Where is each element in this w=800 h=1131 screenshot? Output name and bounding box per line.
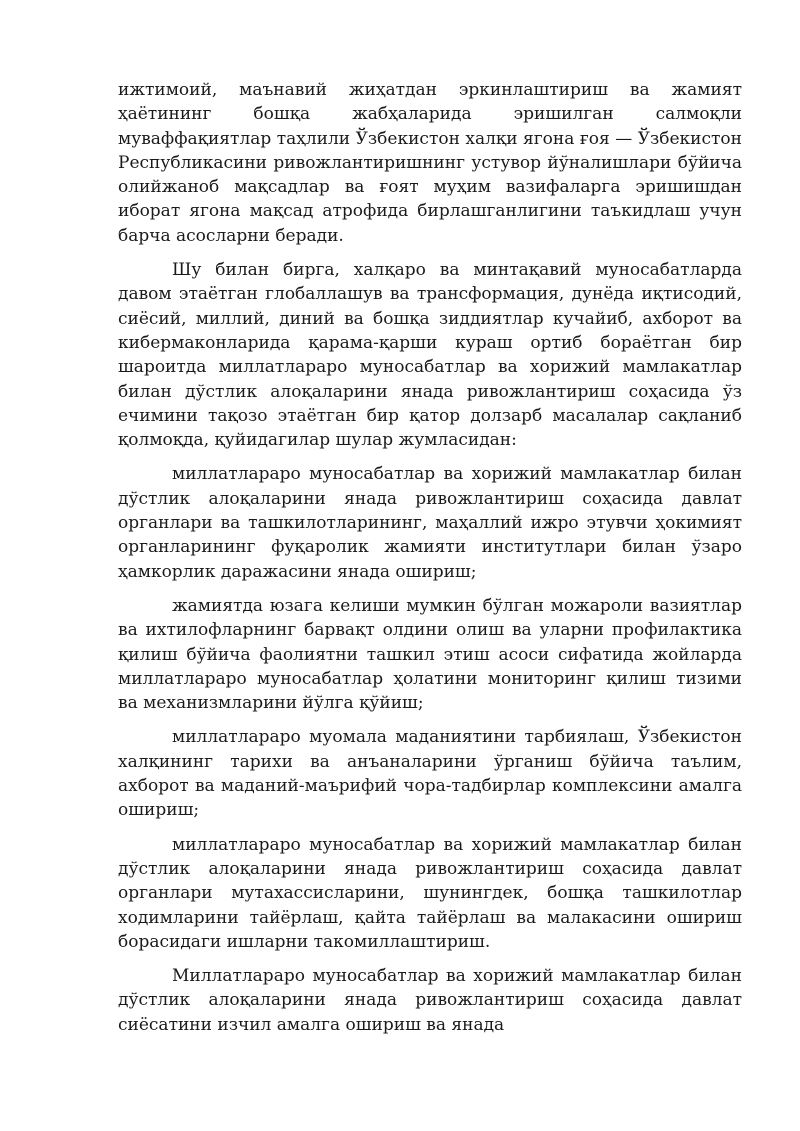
list-item-culture-education: миллатлараро муомала маданиятини тарбиялаш, Ўзбекистон халқининг тарихи ва анъаналарини ўрганиш бўйича таълим, ахборот ва маданий-маърифий чора-тадбирлар комплексини амалга ошириш; [118, 727, 742, 821]
paragraph-current-issues: Шу билан бирга, халқаро ва минтақавий муносабатларда давом этаётган глобаллашув ва трансформация, дунёда иқтисодий, сиёсий, миллий, диний ва бошқа зиддиятлар кучайиб, ахборот ва кибермаконларида қарама-қарши кураш ортиб бораётган бир шароитда миллатлараро муносабатлар ва хорижий мамлакатлар билан дўстлик алоқаларини янада ривожлантириш соҳасида ўз ечимини тақозо этаётган бир қатор долзарб масалалар сақланиб қолмоқда, қуйидагилар шулар жумласидан: [118, 260, 742, 451]
document-body [118, 78, 742, 1047]
paragraph-intro-continuation: ижтимоий, маънавий жиҳатдан эркинлаштириш ва жамият ҳаётининг бошқа жабҳаларида эришилган салмоқли муваффақиятлар таҳлили Ўзбекистон халқи ягона ғоя — Ўзбекистон Республикасини ривожлантиришнинг устувор йўналишлари бўйича олийжаноб мақсадлар ва ғоят муҳим вазифаларга эришишдан иборат ягона мақсад атрофида бирлашганлигини таъкидлаш учун барча асосларни беради. [118, 80, 742, 246]
paragraph-state-policy: Миллатлараро муносабатлар ва хорижий мамлакатлар билан дўстлик алоқаларини янада ривожлантириш соҳасида давлат сиёсатини изчил амалга ошириш ва янада [118, 966, 742, 1035]
list-item-cooperation: миллатлараро муносабатлар ва хорижий мамлакатлар билан дўстлик алоқаларини янада ривожлантириш соҳасида давлат органлари ва ташкилотларининг, маҳаллий ижро этувчи ҳокимият органларининг фуқаролик жамияти институтлари билан ўзаро ҳамкорлик даражасини янада ошириш; [118, 464, 742, 582]
list-item-staff-training: миллатлараро муносабатлар ва хорижий мамлакатлар билан дўстлик алоқаларини янада ривожлантириш соҳасида давлат органлари мутахассисларини, шунингдек, бошқа ташкилотлар ходимларини тайёрлаш, қайта тайёрлаш ва малакасини ошириш борасидаги ишларни такомиллаштириш. [118, 834, 742, 952]
list-item-monitoring: жамиятда юзага келиши мумкин бўлган можароли вазиятлар ва ихтилофларнинг барвақт олдини олиш ва уларни профилактика қилиш бўйича фаолиятни ташкил этиш асоси сифатида жойларда миллатлараро муносабатлар ҳолатини мониторинг қилиш тизими ва механизмларини йўлга қўйиш; [118, 595, 742, 714]
